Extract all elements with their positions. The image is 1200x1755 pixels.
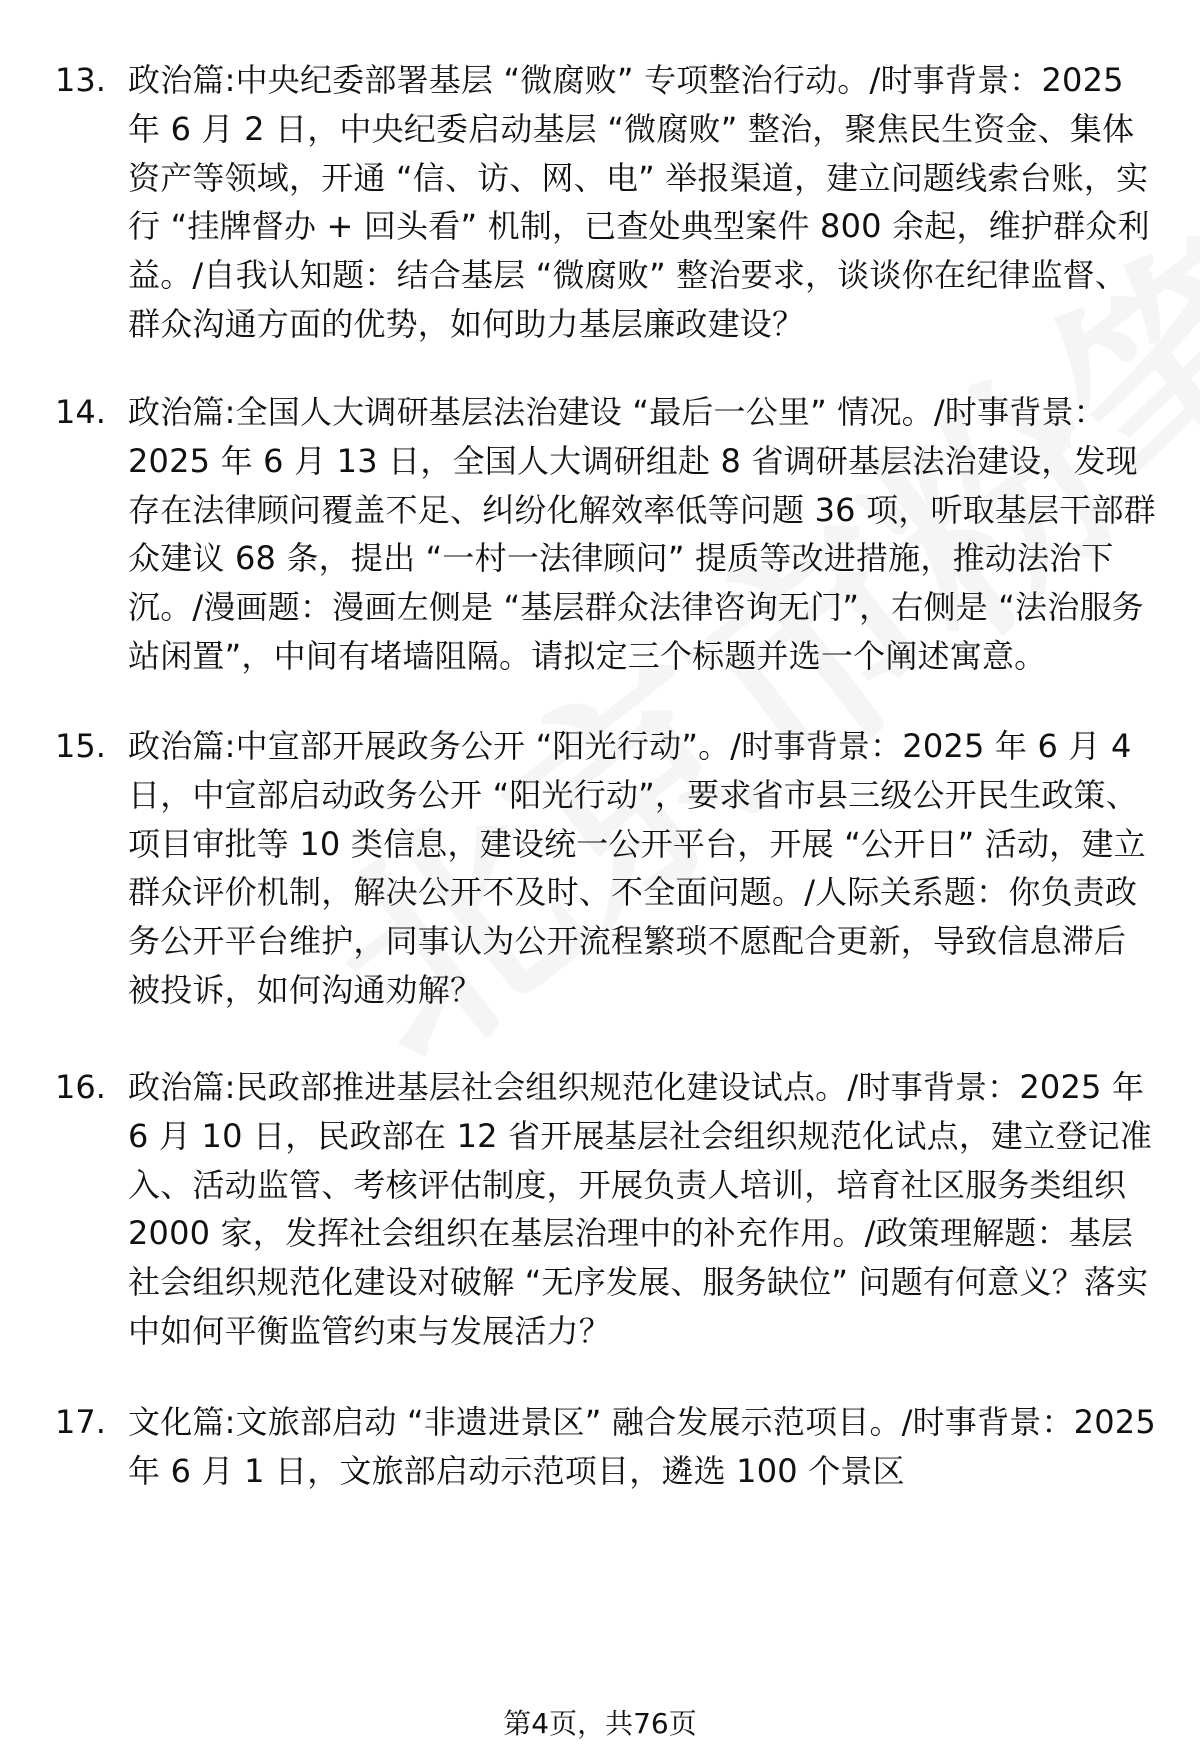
item-number: 17.: [55, 1403, 106, 1441]
item-number: 15.: [55, 727, 106, 765]
item-text: 政治篇:中央纪委部署基层 “微腐败” 专项整治行动。/时事背景：2025 年 6 月 2 日，中央纪委启动基层 “微腐败” 整治，聚焦民生资金、集体资产等领域，开通 “信、访、网、电” 举报渠道，建立问题线索台账，实行 “挂牌督办 + 回头看” 机制，已查处典型案件 800 余起，维护群众利益。/自我认知题：结合基层 “微腐败” 整治要求，谈谈你在纪律监督、群众沟通方面的优势，如何助力基层廉政建设？: [128, 61, 1150, 343]
page-number-footer: 第4页，共76页: [503, 1707, 697, 1740]
item-number: 13.: [55, 61, 106, 99]
list-item: [55, 1398, 1165, 1496]
list-item: [55, 56, 1165, 349]
list-item: [55, 722, 1165, 1015]
item-text: 文化篇:文旅部启动 “非遗进景区” 融合发展示范项目。/时事背景：2025 年 6 月 1 日，文旅部启动示范项目，遴选 100 个景区: [128, 1403, 1156, 1490]
item-number: 16.: [55, 1068, 106, 1106]
item-text: 政治篇:民政部推进基层社会组织规范化建设试点。/时事背景：2025 年 6 月 10 日，民政部在 12 省开展基层社会组织规范化试点，建立登记准入、活动监管、考核评估制度，开展负责人培训，培育社区服务类组织 2000 家，发挥社会组织在基层治理中的补充作用。/政策理解题：基层社会组织规范化建设对破解 “无序发展、服务缺位” 问题有何意义？落实中如何平衡监管约束与发展活力？: [128, 1068, 1153, 1350]
item-text: 政治篇:中宣部开展政务公开 “阳光行动”。/时事背景：2025 年 6 月 4 日，中宣部启动政务公开 “阳光行动”，要求省市县三级公开民生政策、项目审批等 10 类信息，建设统一公开平台，开展 “公开日” 活动，建立群众评价机制，解决公开不及时、不全面问题。/人际关系题：你负责政务公开平台维护，同事认为公开流程繁琐不愿配合更新，导致信息滞后被投诉，如何沟通劝解？: [128, 727, 1146, 1009]
item-text: 政治篇:全国人大调研基层法治建设 “最后一公里” 情况。/时事背景：2025 年 6 月 13 日，全国人大调研组赴 8 省调研基层法治建设，发现存在法律顾问覆盖不足、纠纷化解效率低等问题 36 项，听取基层干部群众建议 68 条，提出 “一村一法律顾问” 提质等改进措施，推动法治下沉。/漫画题：漫画左侧是 “基层群众法律咨询无门”，右侧是 “法治服务站闲置”，中间有堵墙阻隔。请拟定三个标题并选一个阐述寓意。: [128, 393, 1156, 675]
item-number: 14.: [55, 393, 106, 431]
list-item: [55, 1063, 1165, 1356]
list-item: [55, 388, 1165, 681]
